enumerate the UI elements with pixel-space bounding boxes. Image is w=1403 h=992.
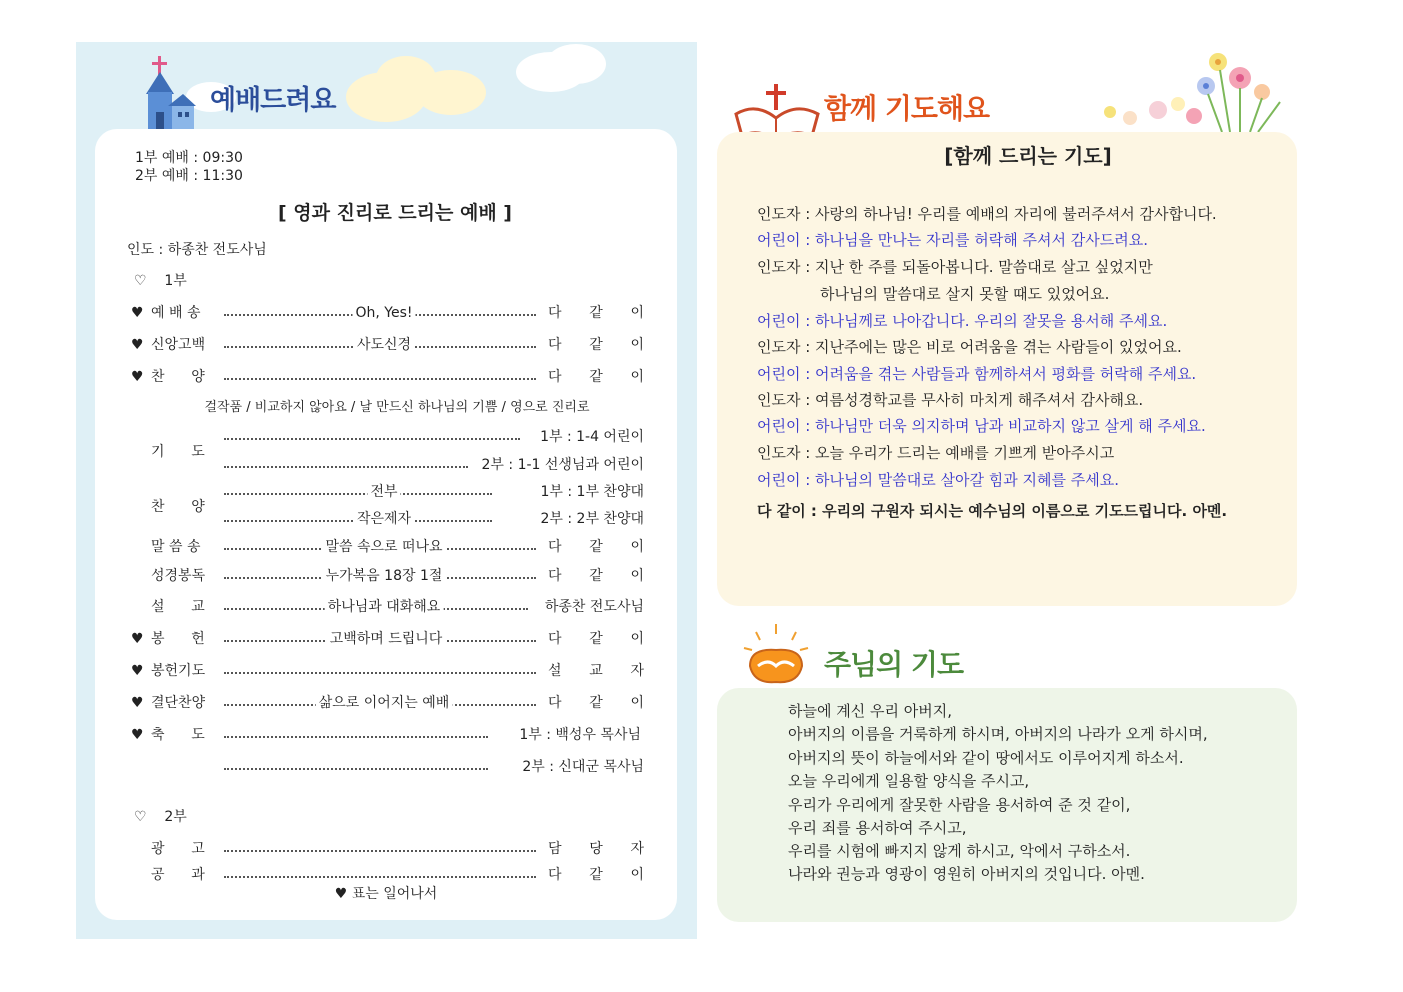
order-label: 봉헌기도 bbox=[151, 663, 206, 679]
order-content: 말씀 속으로 떠나요 bbox=[322, 538, 445, 556]
stand-heart-icon: ♥ bbox=[131, 369, 144, 385]
order-performer: 다 같 이 bbox=[548, 867, 644, 883]
order-performer: 설 교 자 bbox=[548, 663, 644, 679]
order-performer: 다 같 이 bbox=[548, 695, 644, 711]
prayer-line: 인도자 : 사랑의 하나님! 우리를 예배의 자리에 불러주셔서 감사합니다. bbox=[757, 205, 1217, 223]
worship-heading: 예배드려요 bbox=[210, 85, 336, 116]
blessing-2: 2부 : 신대군 목사님 bbox=[522, 759, 644, 775]
order-performer: 담 당 자 bbox=[548, 841, 644, 857]
service-title: [ 영과 진리로 드리는 예배 ] bbox=[278, 202, 512, 224]
stand-heart-icon: ♥ bbox=[131, 695, 144, 711]
hymn-list: 걸작품 / 비교하지 않아요 / 날 만드신 하나님의 기쁨 / 영으로 진리로 bbox=[204, 400, 590, 415]
order-label: 말 씀 송 bbox=[151, 539, 201, 555]
stand-heart-icon: ♥ bbox=[131, 305, 144, 321]
order-label: 축 도 bbox=[151, 727, 205, 743]
prayer-line: 하나님의 말씀대로 살지 못할 때도 있었어요. bbox=[820, 285, 1110, 303]
leader-dots bbox=[224, 736, 488, 738]
leader-dots bbox=[224, 850, 536, 852]
stand-heart-icon: ♥ bbox=[131, 663, 144, 679]
stand-heart-icon: ♥ bbox=[131, 631, 144, 647]
choir-label: 찬 양 bbox=[151, 499, 205, 515]
order-performer: 다 같 이 bbox=[548, 337, 644, 353]
prayer-line: 인도자 : 오늘 우리가 드리는 예배를 기쁘게 받아주시고 bbox=[757, 444, 1115, 462]
prayer-line: 어린이 : 하나님의 말씀대로 살아갈 힘과 지혜를 주세요. bbox=[757, 471, 1119, 489]
leader-dots bbox=[224, 438, 520, 440]
order-label: 신앙고백 bbox=[151, 337, 206, 353]
prayer-label: 기 도 bbox=[151, 444, 205, 460]
leader-dots bbox=[224, 672, 536, 674]
prayer-heading: 함께 기도해요 bbox=[824, 92, 990, 125]
leader-dots bbox=[224, 466, 468, 468]
stand-heart-icon: ♥ bbox=[131, 727, 144, 743]
prayer-assignment: 1부 : 1-4 어린이 bbox=[540, 429, 644, 445]
order-label: 설 교 bbox=[151, 599, 205, 615]
order-label: 예 배 송 bbox=[151, 305, 201, 321]
lords-prayer-heading: 주님의 기도 bbox=[824, 648, 963, 681]
leader-dots bbox=[224, 768, 488, 770]
lords-prayer-line: 아버지의 뜻이 하늘에서와 같이 땅에서도 이루어지게 하소서. bbox=[788, 749, 1184, 767]
order-content: 사도신경 bbox=[354, 336, 414, 354]
prayer-title: [함께 드리는 기도] bbox=[944, 144, 1112, 168]
prayer-line: 인도자 : 지난 한 주를 되돌아봅니다. 말씀대로 살고 싶었지만 bbox=[757, 258, 1153, 276]
choir-performer: 1부 : 1부 찬양대 bbox=[540, 484, 644, 500]
praying-hands-icon bbox=[738, 622, 814, 688]
part1-label: ♡ 1부 bbox=[134, 273, 187, 289]
stand-heart-icon: ♥ bbox=[131, 337, 144, 353]
lords-prayer-line: 하늘에 계신 우리 아버지, bbox=[788, 702, 952, 720]
choir-song: 전부 bbox=[367, 483, 400, 501]
lords-prayer-line: 아버지의 이름을 거룩하게 하시며, 아버지의 나라가 오게 하시며, bbox=[788, 725, 1208, 743]
order-label: 광 고 bbox=[151, 841, 205, 857]
order-content: 삶으로 이어지는 예배 bbox=[316, 694, 453, 712]
order-content: 누가복음 18장 1절 bbox=[323, 567, 446, 585]
lords-prayer-line: 우리가 우리에게 잘못한 사람을 용서하여 준 것 같이, bbox=[788, 796, 1131, 814]
lords-prayer-line: 오늘 우리에게 일용할 양식을 주시고, bbox=[788, 772, 1030, 790]
order-label: 성경봉독 bbox=[151, 568, 206, 584]
choir-performer: 2부 : 2부 찬양대 bbox=[540, 511, 644, 527]
church-icon bbox=[138, 54, 198, 132]
order-content: Oh, Yes! bbox=[352, 304, 415, 322]
prayer-line: 인도자 : 지난주에는 많은 비로 어려움을 겪는 사람들이 있었어요. bbox=[757, 338, 1182, 356]
order-label: 결단찬양 bbox=[151, 695, 206, 711]
lords-prayer-line: 우리 죄를 용서하여 주시고, bbox=[788, 819, 967, 837]
prayer-line: 어린이 : 하나님께로 나아갑니다. 우리의 잘못을 용서해 주세요. bbox=[757, 312, 1168, 330]
order-content: 하나님과 대화해요 bbox=[325, 598, 444, 616]
order-label: 찬 양 bbox=[151, 369, 205, 385]
order-performer: 다 같 이 bbox=[548, 539, 644, 555]
lords-prayer-line: 우리를 시험에 빠지지 않게 하시고, 악에서 구하소서. bbox=[788, 842, 1131, 860]
prayer-line: 어린이 : 하나님만 더욱 의지하며 남과 비교하지 않고 살게 해 주세요. bbox=[757, 417, 1206, 435]
order-performer: 다 같 이 bbox=[548, 305, 644, 321]
flowers-decoration-icon bbox=[1090, 48, 1290, 134]
order-content: 고백하며 드립니다 bbox=[327, 630, 446, 648]
prayer-line: 인도자 : 여름성경학교를 무사히 마치게 해주셔서 감사해요. bbox=[757, 391, 1144, 409]
service-time-2: 2부 예배 : 11:30 bbox=[135, 168, 243, 184]
order-performer: 다 같 이 bbox=[548, 568, 644, 584]
stand-footnote: ♥ 표는 일어나서 bbox=[334, 886, 438, 902]
leader-dots bbox=[224, 876, 536, 878]
choir-song: 작은제자 bbox=[354, 510, 414, 528]
leader-dots bbox=[224, 493, 492, 495]
service-time-1: 1부 예배 : 09:30 bbox=[135, 150, 243, 166]
order-performer: 1부 : 백성우 목사님 bbox=[519, 727, 641, 743]
order-performer: 하종찬 전도사님 bbox=[544, 599, 644, 615]
prayer-line-amen: 다 같이 : 우리의 구원자 되시는 예수님의 이름으로 기도드립니다. 아멘. bbox=[757, 502, 1228, 520]
order-label: 봉 헌 bbox=[151, 631, 205, 647]
prayer-line: 어린이 : 하나님을 만나는 자리를 허락해 주셔서 감사드려요. bbox=[757, 231, 1148, 249]
lords-prayer-line: 나라와 권능과 영광이 영원히 아버지의 것입니다. 아멘. bbox=[788, 865, 1145, 883]
order-performer: 다 같 이 bbox=[548, 631, 644, 647]
prayer-line: 어린이 : 어려움을 겪는 사람들과 함께하셔서 평화를 허락해 주세요. bbox=[757, 365, 1197, 383]
order-performer: 다 같 이 bbox=[548, 369, 644, 385]
leader-dots bbox=[224, 378, 536, 380]
leader-line: 인도 : 하종찬 전도사님 bbox=[127, 242, 267, 258]
prayer-assignment: 2부 : 1-1 선생님과 어린이 bbox=[481, 457, 644, 473]
part2-label: ♡ 2부 bbox=[134, 809, 187, 825]
order-label: 공 과 bbox=[151, 867, 205, 883]
